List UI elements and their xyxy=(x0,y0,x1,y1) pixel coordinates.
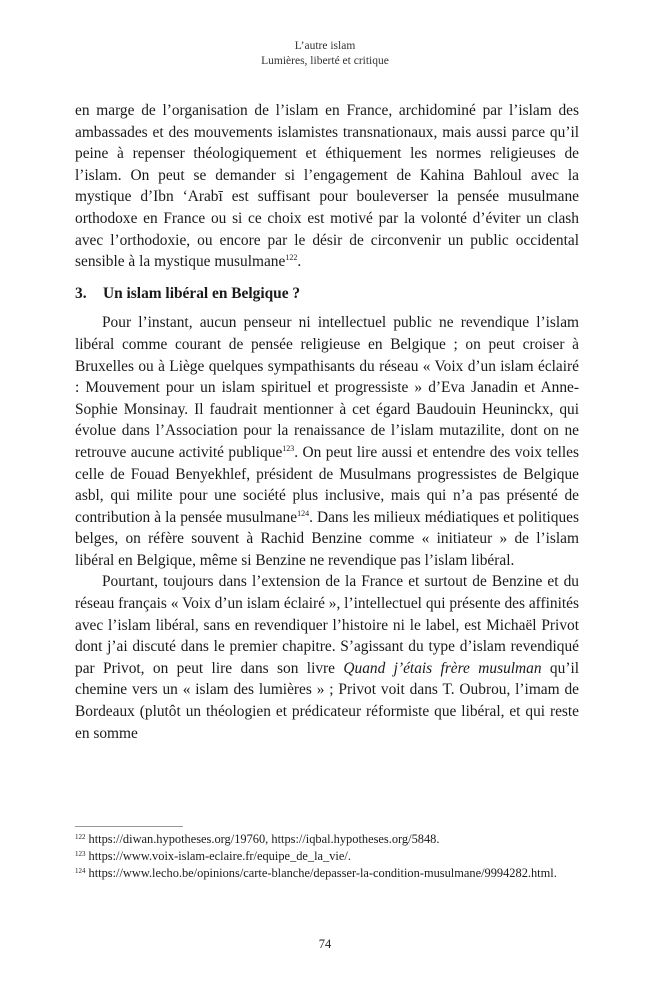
paragraph-intro xyxy=(75,100,579,273)
section-title: Un islam libéral en Belgique ? xyxy=(103,284,301,302)
footnote-text: https://diwan.hypotheses.org/19760, https://iqbal.hypotheses.org/5848. xyxy=(88,832,440,846)
footnote-ref-122: 122 xyxy=(285,253,298,263)
footnote-separator xyxy=(75,826,183,827)
footnote-ref-124: 124 xyxy=(297,508,310,518)
footnote-text: https://www.voix-islam-eclaire.fr/equipe_de_la_vie/. xyxy=(88,849,351,864)
footnote-text: https://www.lecho.be/opinions/carte-blanche/depasser-la-condition-musulmane/9994282.html. xyxy=(88,866,557,881)
paragraph-3-part-b: qu’il chemine vers un « islam des lumières » ; Privot voit dans T. Oubrou, l’imam de Bordeaux (plutôt un théologien et prédicateur réformiste que libéral, et qui reste en somme xyxy=(75,659,579,742)
paragraph-2 xyxy=(75,312,579,571)
paragraph-2-part-b: . On peut lire aussi et entendre des voix telles celle de Fouad Benyekhlef, président de Musulmans progressistes de Belgique asbl, qui milite pour une société plus inclusive, mais qui n’a pas présenté de contribution à la pensée musulmane xyxy=(75,443,579,526)
page-number: 74 xyxy=(318,937,332,951)
footnote-ref-123: 123 xyxy=(282,443,295,453)
paragraph-3-part-a: Pourtant, toujours dans l’extension de la France et surtout de Benzine et du réseau français « Voix d’un islam éclairé », l’intellectuel qui présente des affinités avec l’islam libéral, sans en revendiquer l’histoire ni le label, est Michaël Privot dont j’ai discuté dans le premier chapitre. S’agissant du type d’islam revendiqué par Privot, on peut lire dans son livre xyxy=(75,573,579,677)
paragraph-intro-end: . xyxy=(297,253,302,271)
main-text xyxy=(75,100,579,744)
paragraph-intro-text: en marge de l’organisation de l’islam en France, archidominé par l’islam des ambassades et des mouvements islamistes transnationaux, mais aussi parce qu’il peine à repenser théologiquement et éthiquement les normes religieuses de l’islam. On peut se demander si l’engagement de Kahina Bahloul avec la mystique d’Ibn ‘Arabī est suffisant pour bouleverser la pensée musulmane orthodoxe en France ou si ce choix est motivé par la volonté d’éviter un clash avec l’orthodoxie, ou encore par le désir de circonvenir un public occidental sensible à la mystique musulmane xyxy=(75,102,579,271)
running-header-subtitle: Lumières, liberté et critique xyxy=(261,55,389,67)
footnote-124 xyxy=(75,865,579,882)
footnote-number: 124 xyxy=(75,867,86,876)
footnotes xyxy=(75,831,579,883)
footnote-123 xyxy=(75,848,579,865)
section-number: 3. xyxy=(75,284,87,302)
paragraph-3 xyxy=(75,571,579,744)
section-heading xyxy=(75,283,579,305)
footnote-number: 123 xyxy=(75,850,86,859)
footnote-number: 122 xyxy=(75,833,86,841)
paragraph-2-part-a: Pour l’instant, aucun penseur ni intellectuel public ne revendique l’islam libéral comme courant de pensée religieuse en Belgique ; on peut croiser à Bruxelles ou à Liège quelques sympathisants du réseau « Voix d’un islam éclairé : Mouvement pour un islam spirituel et progressiste » d’Eva Janadin et Anne-Sophie Monsinay. Il faudrait mentionner à cet égard Baudouin Heuninckx, qui évolue dans l’Association pour la renaissance de l’islam mutazilite, dont on ne retrouve aucune activité publique xyxy=(75,314,579,461)
book-title: Quand j’étais frère musulman xyxy=(343,659,542,677)
footnote-122 xyxy=(75,831,579,848)
running-header-title: L’autre islam xyxy=(294,40,356,52)
paragraph-2-part-c: . Dans les milieux médiatiques et politiques belges, on réfère souvent à Rachid Benzine comme « initiateur » de l’islam libéral en Belgique, même si Benzine ne revendique pas l’islam libéral. xyxy=(75,508,579,569)
running-header xyxy=(0,39,650,69)
